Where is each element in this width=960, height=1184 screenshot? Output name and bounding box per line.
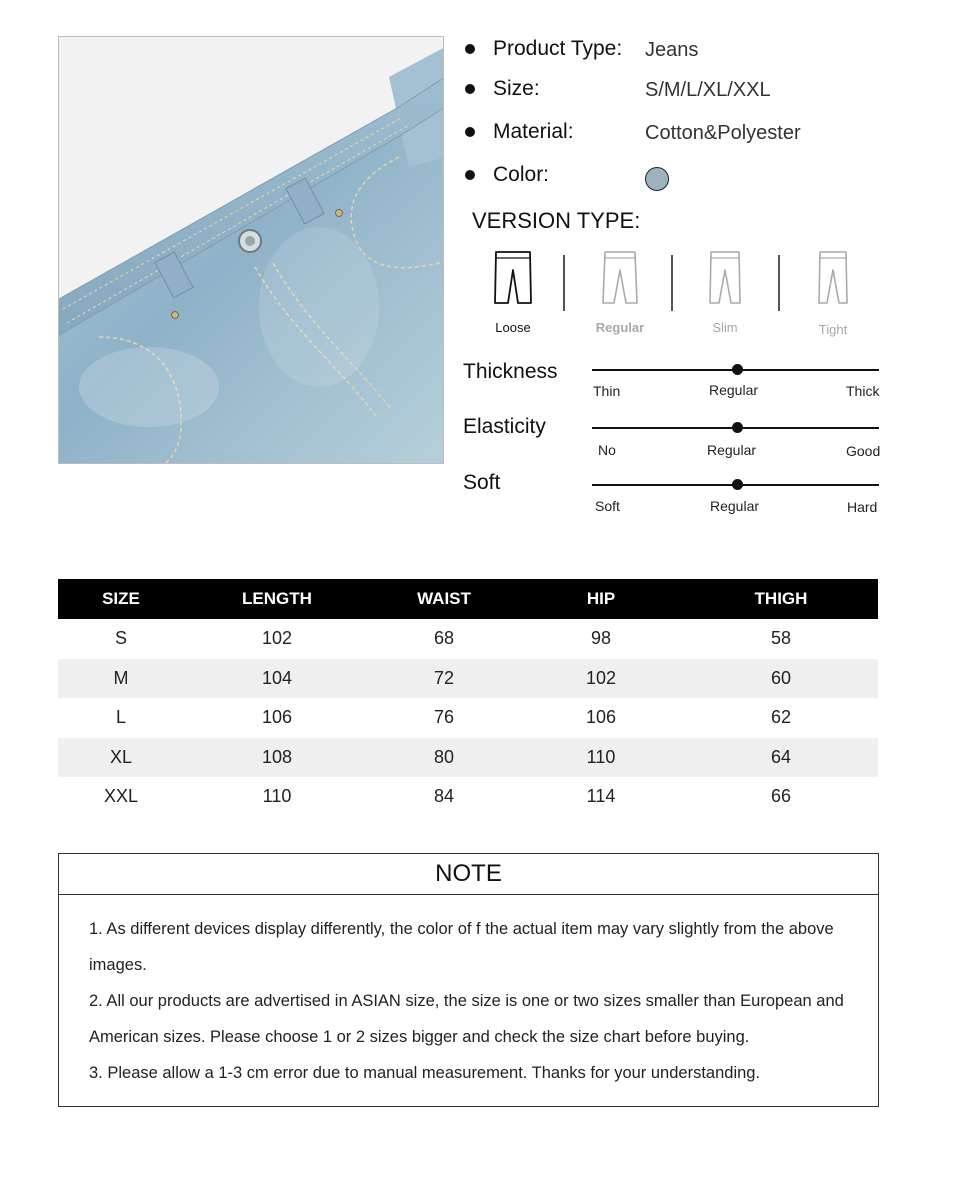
table-cell: 102: [518, 659, 684, 699]
pants-loose-icon: [493, 250, 533, 306]
divider: [563, 255, 565, 311]
table-cell: 76: [433, 707, 455, 728]
table-cell: 80: [370, 738, 518, 778]
table-cell: L: [115, 707, 126, 728]
softness-mid: Regular: [710, 498, 760, 514]
header-length: LENGTH: [184, 579, 370, 619]
table-row: [58, 738, 878, 778]
spec-label: Material:: [493, 120, 574, 143]
spec-material-value: Cotton&Polyester: [645, 121, 801, 144]
thickness-marker: [732, 364, 743, 375]
elasticity-label: Elasticity: [463, 415, 546, 438]
elasticity-min: No: [598, 442, 616, 458]
table-cell: 72: [370, 659, 518, 699]
version-label: Slim: [712, 320, 738, 335]
divider: [671, 255, 673, 311]
table-cell: 106: [261, 707, 293, 728]
version-item-slim: [685, 250, 765, 335]
table-cell: 106: [585, 707, 617, 728]
spec-material: [465, 117, 574, 147]
table-row: [58, 777, 878, 817]
version-label: Tight: [818, 322, 848, 337]
header-hip: HIP: [518, 579, 684, 619]
softness-marker: [732, 479, 743, 490]
table-cell: 114: [586, 786, 616, 807]
table-cell: 58: [770, 628, 792, 649]
version-label: Regular: [595, 320, 645, 335]
spec-size-value: S/M/L/XL/XXL: [645, 78, 771, 101]
softness-max: Hard: [847, 499, 878, 515]
version-item-tight: [793, 250, 873, 337]
thickness-label: Thickness: [463, 360, 558, 383]
elasticity-mid: Regular: [707, 442, 757, 458]
table-row: [58, 698, 878, 738]
table-cell: 84: [433, 786, 455, 807]
bullet-icon: [465, 170, 475, 180]
table-cell: 104: [184, 659, 370, 699]
table-cell: 108: [184, 738, 370, 778]
version-label: Loose: [495, 320, 531, 335]
thickness-max: Thick: [846, 383, 880, 399]
pants-tight-icon: [813, 250, 853, 306]
bullet-icon: [465, 44, 475, 54]
table-cell: 98: [590, 628, 612, 649]
table-cell: 66: [770, 786, 792, 807]
header-thigh: THIGH: [684, 579, 878, 619]
table-header-row: [58, 579, 878, 619]
table-cell: 110: [518, 738, 684, 778]
table-cell: 110: [262, 786, 292, 807]
spec-label: Product Type:: [493, 37, 623, 60]
pants-slim-icon: [705, 250, 745, 306]
version-item-regular: [580, 250, 660, 335]
table-cell: 102: [261, 628, 293, 649]
bullet-icon: [465, 127, 475, 137]
table-cell: 68: [433, 628, 455, 649]
table-cell: 62: [770, 707, 792, 728]
soft-label: Soft: [463, 471, 501, 494]
note-box: [58, 853, 879, 1107]
product-photo-jeans: [58, 36, 444, 464]
softness-min: Soft: [595, 498, 620, 514]
version-item-loose: [473, 250, 553, 335]
spec-product-type: [465, 34, 622, 64]
table-cell: XXL: [103, 786, 139, 807]
table-cell: 60: [684, 659, 878, 699]
spec-product-type-value: Jeans: [645, 38, 699, 61]
spec-color: [465, 160, 549, 190]
table-cell: 64: [684, 738, 878, 778]
table-row: [58, 619, 878, 659]
size-table: [58, 579, 878, 817]
header-size: SIZE: [58, 579, 184, 619]
color-swatch: [645, 167, 669, 191]
pants-regular-icon: [600, 250, 640, 306]
note-line: 3. Please allow a 1-3 cm error due to manual measurement. Thanks for your understanding.: [89, 1064, 761, 1082]
spec-size: [465, 74, 540, 104]
spec-label: Size:: [493, 77, 540, 100]
version-type-title: VERSION TYPE:: [472, 208, 641, 233]
thickness-mid: Regular: [709, 382, 759, 398]
note-line: 2. All our products are advertised in ASIAN size, the size is one or two sizes smaller than European and American sizes. Please choose 1 or 2 sizes bigger and check the size chart before buying.: [89, 992, 844, 1046]
table-cell: XL: [58, 738, 184, 778]
spec-label: Color:: [493, 163, 550, 186]
note-body: [59, 895, 878, 1091]
bullet-icon: [465, 84, 475, 94]
note-title: NOTE: [59, 854, 878, 895]
note-line: 1. As different devices display differently, the color of f the actual item may vary slightly from the above images.: [89, 920, 834, 974]
elasticity-max: Good: [846, 443, 881, 459]
table-row: [58, 659, 878, 699]
divider: [778, 255, 780, 311]
table-cell: M: [58, 659, 184, 699]
table-cell: S: [114, 628, 127, 649]
elasticity-marker: [732, 422, 743, 433]
thickness-min: Thin: [593, 383, 621, 399]
header-waist: WAIST: [370, 579, 518, 619]
